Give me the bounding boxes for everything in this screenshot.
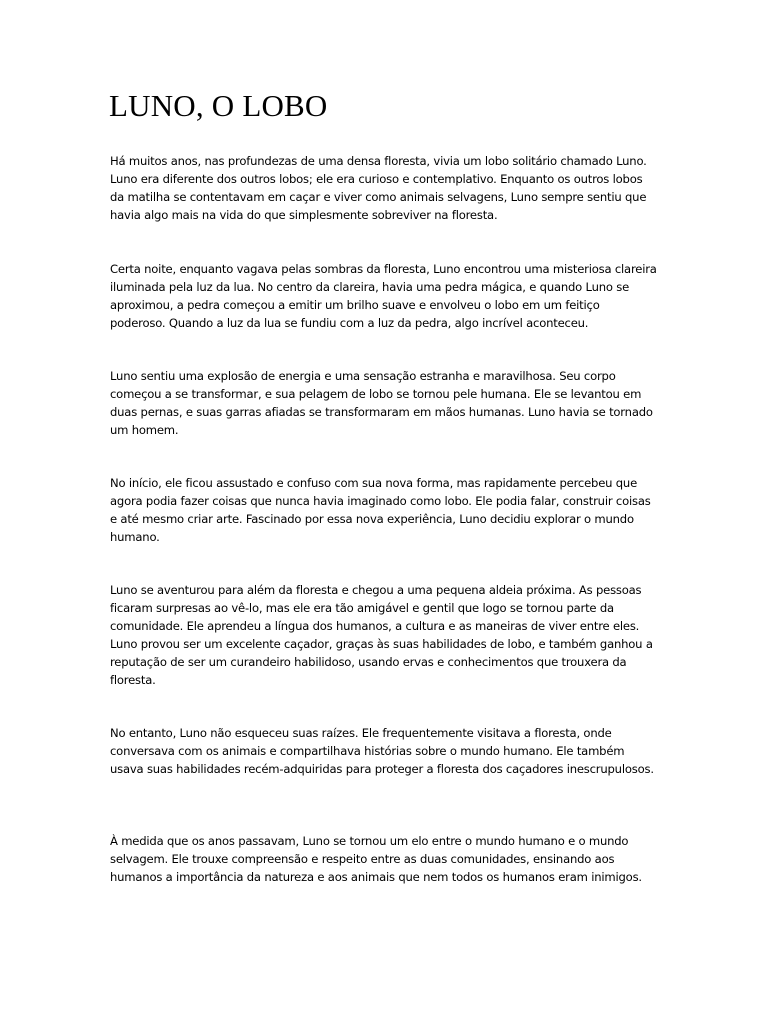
paragraph-3: Luno sentiu uma explosão de energia e uma sensação estranha e maravilhosa. Seu corpo começou a se transformar, e sua pelagem de lobo se tornou pele humana. Ele se levantou em duas pernas, e suas garras afiadas se transformaram em mãos humanas. Luno havia se tornado um homem.	[110, 369, 653, 437]
paragraph-5: Luno se aventurou para além da floresta e chegou a uma pequena aldeia próxima. As pessoas ficaram surpresas ao vê-lo, mas ele era tão amigável e gentil que logo se tornou parte da comunidade. Ele aprendeu a língua dos humanos, a cultura e as maneiras de viver entre eles. Luno provou ser um excelente caçador, graças às suas habilidades de lobo, e também ganhou a reputação de ser um curandeiro habilidoso, usando ervas e conhecimentos que trouxera da floresta.	[110, 583, 653, 687]
document-title: LUNO, O LOBO	[109, 88, 328, 123]
paragraph-1: Há muitos anos, nas profundezas de uma densa floresta, vivia um lobo solitário chamado Luno. Luno era diferente dos outros lobos; ele era curioso e contemplativo. Enquanto os outros lobos da matilha se contentavam em caçar e viver como animais selvagens, Luno sempre sentiu que havia algo mais na vida do que simplesmente sobreviver na floresta.	[110, 154, 647, 222]
paragraph-6: No entanto, Luno não esqueceu suas raízes. Ele frequentemente visitava a floresta, onde conversava com os animais e compartilhava histórias sobre o mundo humano. Ele também usava suas habilidades recém-adquiridas para proteger a floresta dos caçadores inescrupulosos.	[110, 726, 654, 776]
paragraph-7: À medida que os anos passavam, Luno se tornou um elo entre o mundo humano e o mundo selvagem. Ele trouxe compreensão e respeito entre as duas comunidades, ensinando aos humanos a importância da natureza e aos animais que nem todos os humanos eram inimigos.	[110, 834, 642, 884]
paragraph-2: Certa noite, enquanto vagava pelas sombras da floresta, Luno encontrou uma misteriosa clareira iluminada pela luz da lua. No centro da clareira, havia uma pedra mágica, e quando Luno se aproximou, a pedra começou a emitir um brilho suave e envolveu o lobo em um feitiço poderoso. Quando a luz da lua se fundiu com a luz da pedra, algo incrível aconteceu.	[110, 262, 657, 330]
paragraph-4: No início, ele ficou assustado e confuso com sua nova forma, mas rapidamente percebeu que agora podia fazer coisas que nunca havia imaginado como lobo. Ele podia falar, construir coisas e até mesmo criar arte. Fascinado por essa nova experiência, Luno decidiu explorar o mundo humano.	[110, 476, 651, 544]
